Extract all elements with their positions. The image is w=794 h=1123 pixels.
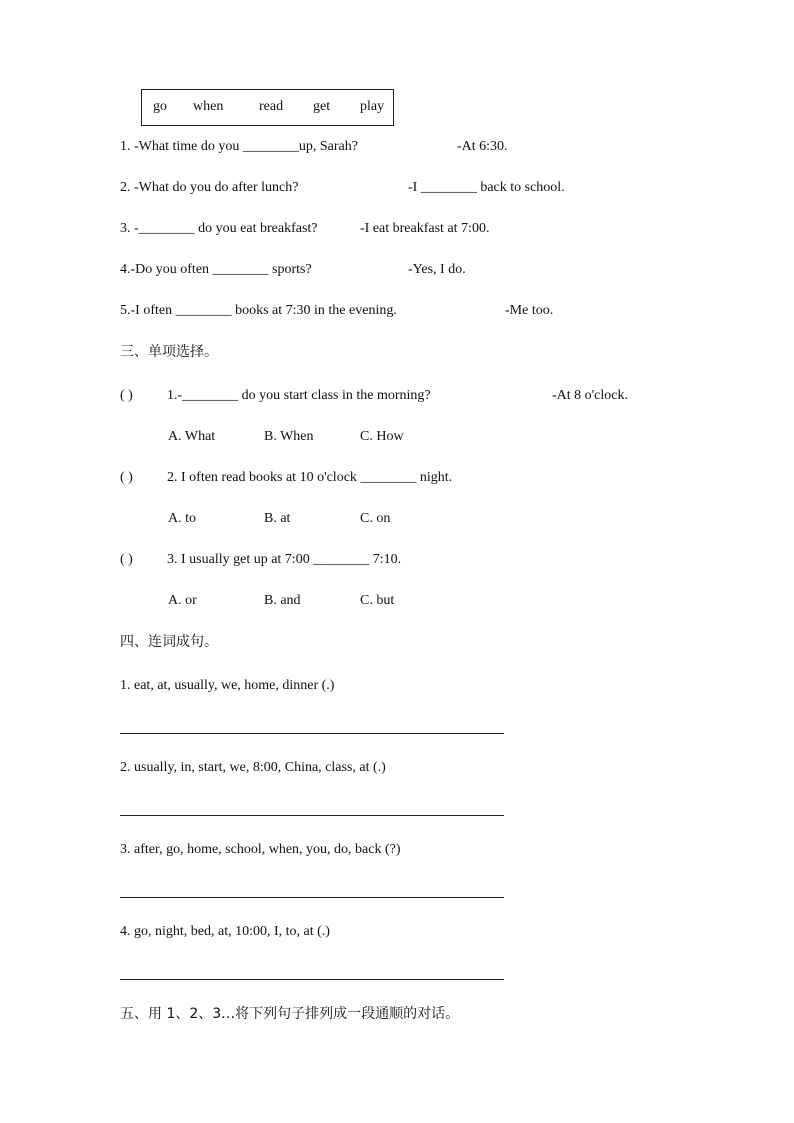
fill-question-5: 5.-I often ________ books at 7:30 in the evening.	[120, 303, 397, 318]
section-5-title: 五、用 1、2、3…将下列句子排列成一段通顺的对话。	[120, 1006, 460, 1022]
word-bank-item: go	[153, 99, 167, 114]
choice-question-3: 3. I usually get up at 7:00 ________ 7:10.	[167, 552, 402, 567]
sentence-prompt-2: 2. usually, in, start, we, 8:00, China, class, at (.)	[120, 760, 386, 775]
option-3c: C. but	[360, 593, 395, 608]
answer-line-4[interactable]	[120, 979, 504, 980]
option-3a: A. or	[168, 593, 197, 608]
option-2a: A. to	[168, 511, 196, 526]
choice-answer-1: -At 8 o'clock.	[552, 388, 629, 403]
option-1b: B. When	[264, 429, 314, 444]
option-2b: B. at	[264, 511, 291, 526]
choice-paren-2: ( )	[120, 470, 133, 485]
option-1a: A. What	[168, 429, 216, 444]
fill-answer-5: -Me too.	[505, 303, 554, 318]
section-3-title: 三、单项选择。	[120, 344, 218, 360]
choice-paren-1: ( )	[120, 388, 133, 403]
option-1c: C. How	[360, 429, 404, 444]
fill-answer-1: -At 6:30.	[457, 139, 508, 154]
answer-line-3[interactable]	[120, 897, 504, 898]
word-bank-box	[141, 89, 394, 126]
word-bank-item: get	[313, 99, 331, 114]
choice-question-2: 2. I often read books at 10 o'clock ________ night.	[167, 470, 453, 485]
answer-line-2[interactable]	[120, 815, 504, 816]
word-bank-item: play	[360, 99, 385, 114]
fill-question-1: 1. -What time do you ________up, Sarah?	[120, 139, 358, 154]
fill-question-4: 4.-Do you often ________ sports?	[120, 262, 312, 277]
section-4-title: 四、连词成句。	[120, 634, 218, 650]
fill-answer-2: -I ________ back to school.	[408, 180, 565, 195]
option-3b: B. and	[264, 593, 301, 608]
fill-answer-3: -I eat breakfast at 7:00.	[360, 221, 490, 236]
choice-paren-3: ( )	[120, 552, 133, 567]
fill-question-2: 2. -What do you do after lunch?	[120, 180, 299, 195]
choice-question-1: 1.-________ do you start class in the morning?	[167, 388, 431, 403]
word-bank-item: when	[193, 99, 224, 114]
sentence-prompt-3: 3. after, go, home, school, when, you, do, back (?)	[120, 842, 401, 857]
option-2c: C. on	[360, 511, 391, 526]
answer-line-1[interactable]	[120, 733, 504, 734]
word-bank-item: read	[259, 99, 284, 114]
fill-answer-4: -Yes, I do.	[408, 262, 466, 277]
fill-question-3: 3. -________ do you eat breakfast?	[120, 221, 318, 236]
sentence-prompt-4: 4. go, night, bed, at, 10:00, I, to, at (.)	[120, 924, 330, 939]
sentence-prompt-1: 1. eat, at, usually, we, home, dinner (.)	[120, 678, 335, 693]
